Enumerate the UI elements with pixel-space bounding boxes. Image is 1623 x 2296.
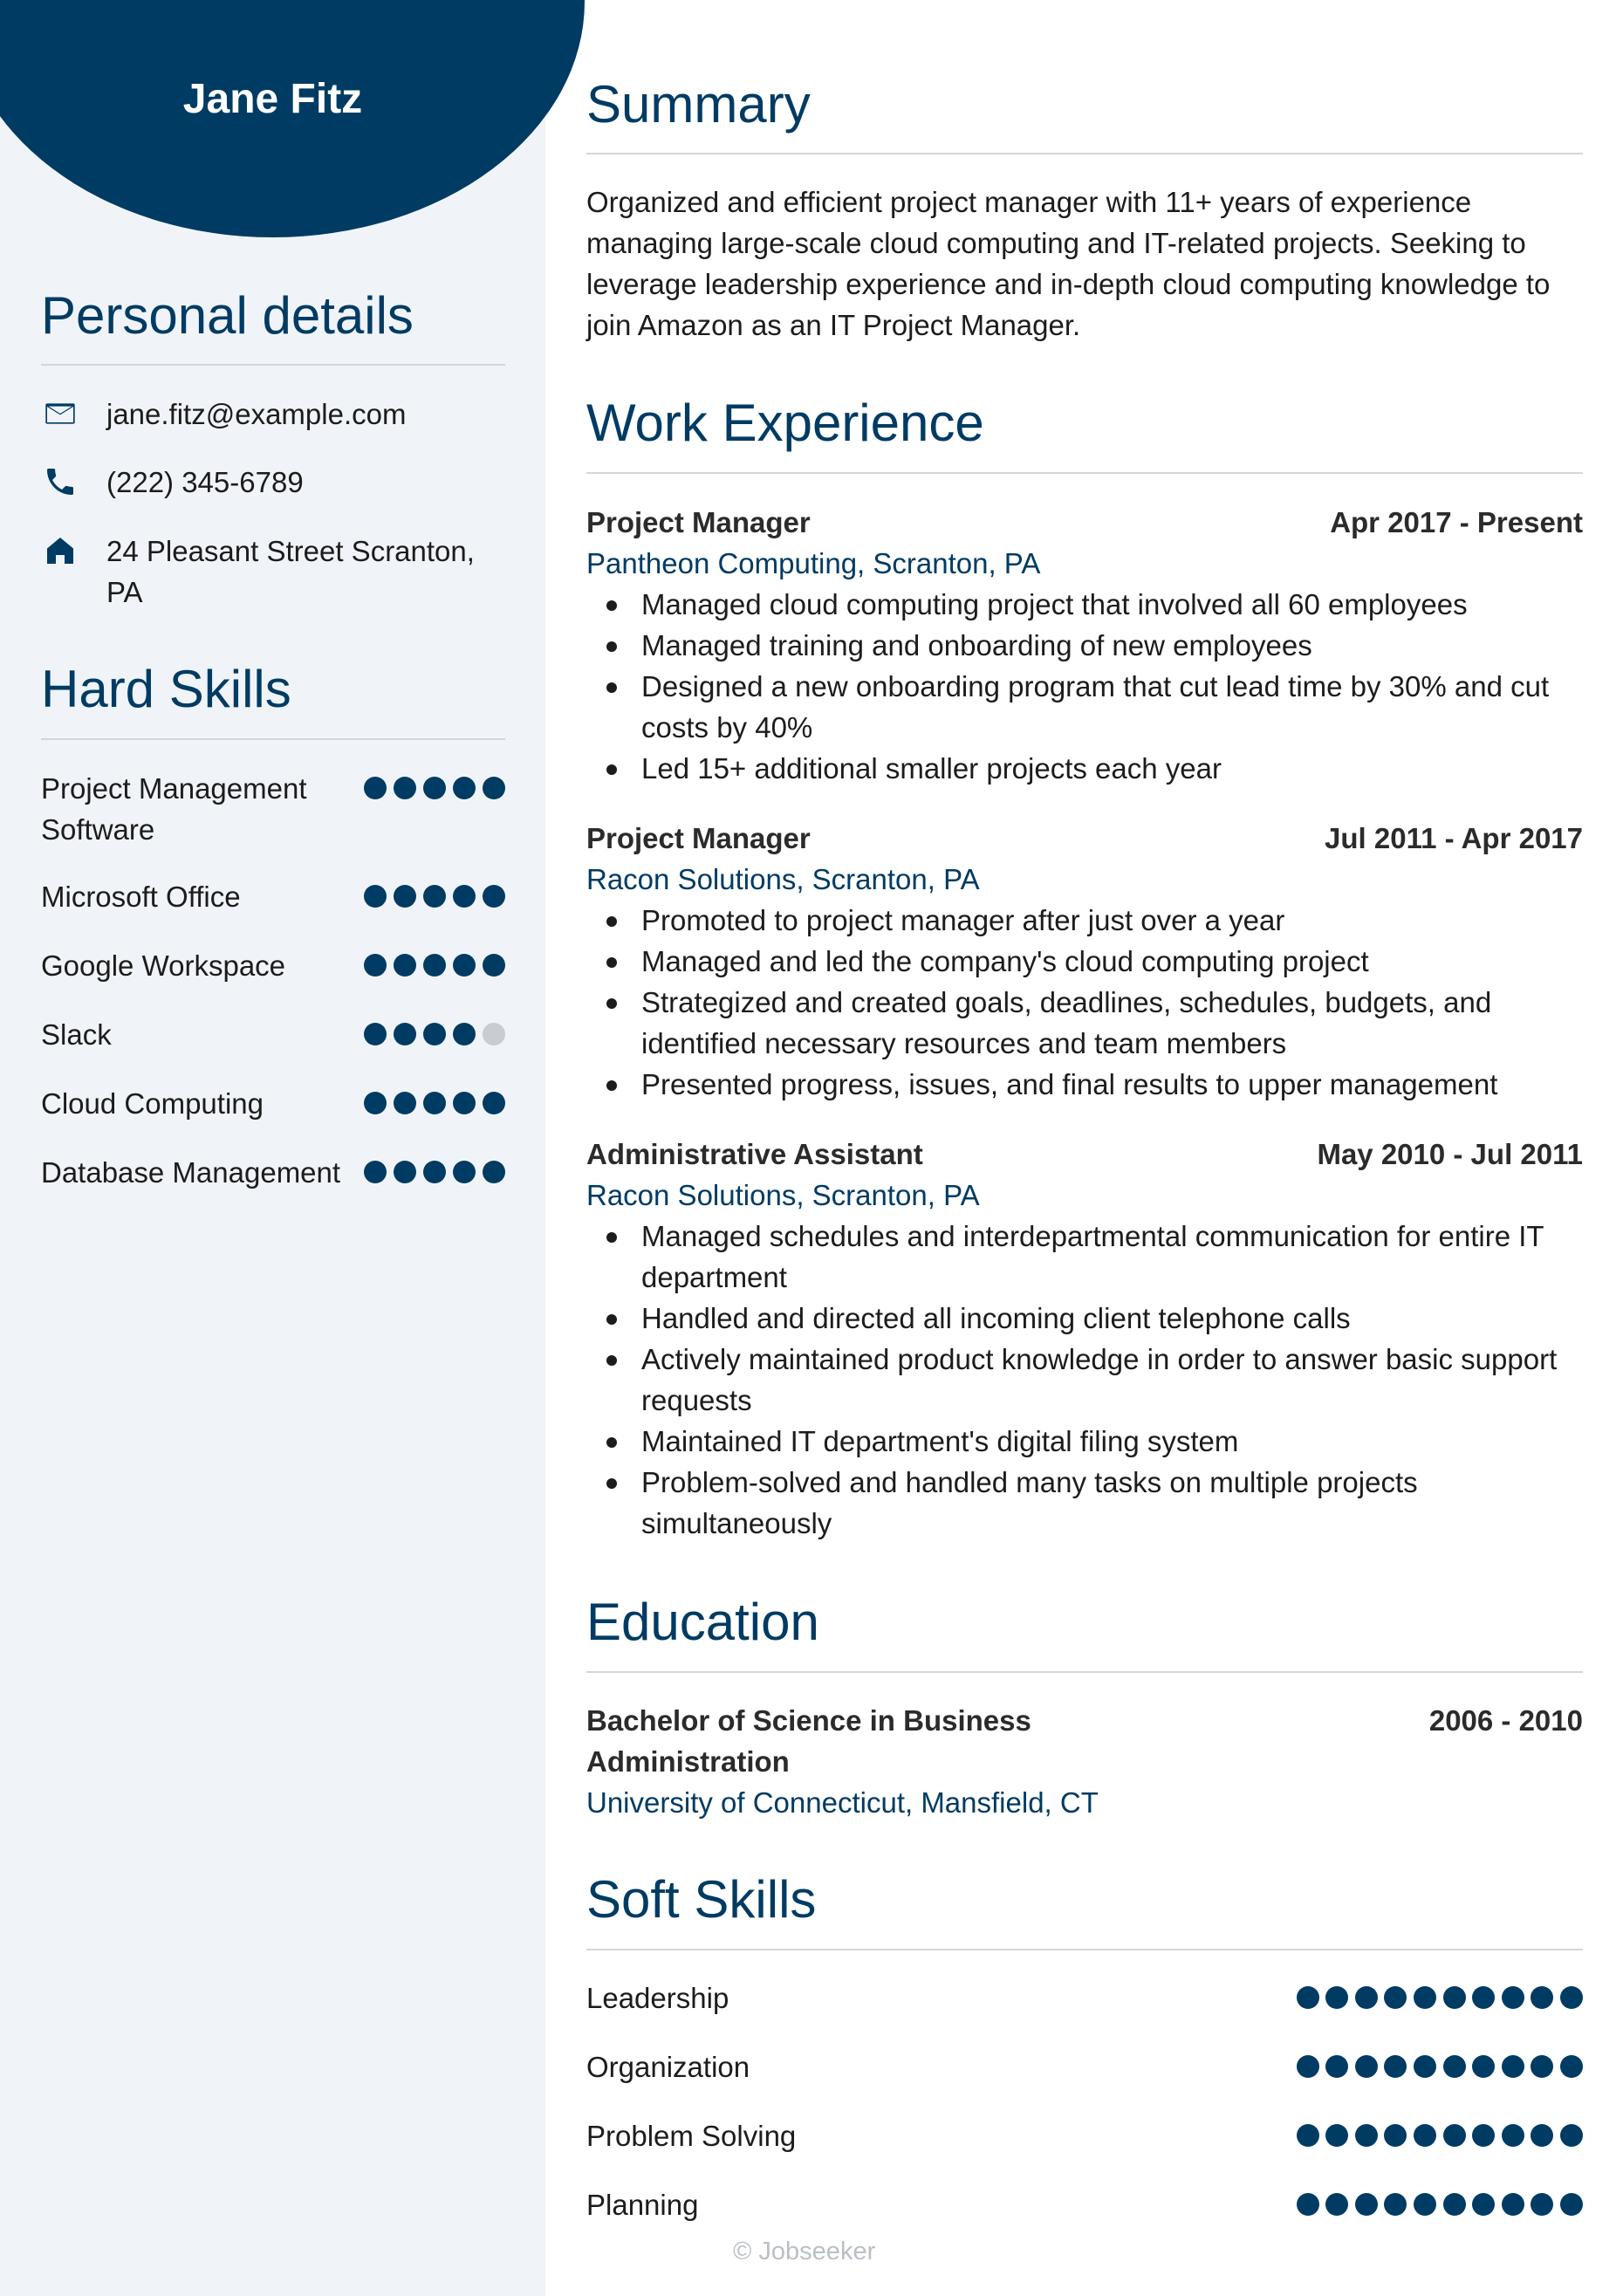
rating-dot-filled [394, 885, 416, 908]
section-divider [41, 364, 505, 366]
rating-dot-filled [1414, 1986, 1436, 2009]
rating-dot-filled [1414, 2055, 1436, 2078]
rating-dots [364, 1161, 505, 1183]
rating-dot-filled [1531, 2055, 1553, 2078]
list-item: Designed a new onboarding program that cut lead time by 30% and cut costs by 40% [586, 666, 1583, 748]
phone-icon [43, 464, 78, 499]
job-bullets [586, 584, 1583, 789]
rating-dot-filled [364, 777, 387, 799]
rating-dot-filled [1384, 2124, 1407, 2147]
rating-dot-filled [453, 885, 476, 908]
hard-skills-heading: Hard Skills [41, 660, 291, 718]
rating-dot-filled [483, 885, 505, 908]
rating-dot-filled [364, 1092, 387, 1114]
section-divider [586, 153, 1583, 154]
rating-dots [364, 885, 505, 908]
rating-dot-filled [1560, 1986, 1583, 2009]
rating-dot-filled [423, 885, 446, 908]
rating-dot-filled [364, 1161, 387, 1183]
rating-dot-filled [483, 777, 505, 799]
rating-dot-filled [1560, 2124, 1583, 2147]
rating-dot-filled [423, 777, 446, 799]
section-divider [586, 472, 1583, 474]
rating-dots [1297, 2193, 1583, 2216]
summary-heading: Summary [586, 75, 811, 134]
list-item: Handled and directed all incoming client telephone calls [586, 1298, 1583, 1339]
degree-title: Bachelor of Science in Business Administration [586, 1704, 1031, 1778]
list-item: Managed cloud computing project that involved all 60 employees [586, 584, 1583, 625]
rating-dot-filled [394, 1161, 416, 1183]
phone-text: (222) 345-6789 [106, 466, 304, 498]
rating-dot-filled [453, 1092, 476, 1114]
sidebar [0, 0, 545, 2296]
rating-dot-filled [423, 1023, 446, 1045]
email-text: jane.fitz@example.com [106, 398, 407, 430]
personal-details-heading: Personal details [41, 286, 414, 345]
rating-dot-filled [1325, 2055, 1348, 2078]
rating-dots [1297, 2055, 1583, 2078]
rating-dot-filled [394, 1092, 416, 1114]
job-company: Racon Solutions, Scranton, PA [586, 1179, 980, 1211]
rating-dot-filled [1560, 2055, 1583, 2078]
rating-dot-filled [364, 1023, 387, 1045]
list-item: Strategized and created goals, deadlines, schedules, budgets, and identified necessary resources and team members [586, 982, 1583, 1064]
soft-skill-row [586, 2115, 1583, 2156]
rating-dot-filled [1531, 2124, 1553, 2147]
rating-dot-filled [1355, 2124, 1378, 2147]
skill-label: Microsoft Office [41, 881, 241, 913]
rating-dots [1297, 1986, 1583, 2009]
rating-dot-filled [1560, 2193, 1583, 2216]
job-bullets [586, 900, 1583, 1105]
rating-dot-filled [423, 1161, 446, 1183]
rating-dot-filled [1472, 2193, 1495, 2216]
job-title: Administrative Assistant [586, 1138, 923, 1170]
job-bullets [586, 1216, 1583, 1544]
soft-skill-row [586, 2184, 1583, 2225]
rating-dot-filled [1384, 1986, 1407, 2009]
rating-dot-filled [1384, 2193, 1407, 2216]
rating-dot-filled [1325, 1986, 1348, 2009]
rating-dot-filled [1297, 1986, 1319, 2009]
rating-dot-filled [1355, 1986, 1378, 2009]
rating-dot-filled [394, 954, 416, 977]
rating-dot-filled [1472, 2055, 1495, 2078]
rating-dot-filled [1355, 2055, 1378, 2078]
rating-dot-filled [1472, 2124, 1495, 2147]
job-dates: May 2010 - Jul 2011 [1317, 1138, 1583, 1170]
rating-dot-filled [364, 885, 387, 908]
skill-label: Project Management Software [41, 772, 307, 846]
rating-dot-filled [1414, 2193, 1436, 2216]
rating-dots [1297, 2124, 1583, 2147]
rating-dots [364, 1023, 505, 1045]
rating-dot-filled [453, 777, 476, 799]
rating-dot-filled [1325, 2193, 1348, 2216]
rating-dot-filled [1531, 2193, 1553, 2216]
rating-dot-filled [483, 954, 505, 977]
rating-dot-filled [423, 1092, 446, 1114]
rating-dot-filled [394, 777, 416, 799]
watermark: © Jobseeker [733, 2238, 876, 2265]
rating-dot-filled [483, 1092, 505, 1114]
soft-skill-row [586, 1977, 1583, 2018]
rating-dot-filled [1384, 2055, 1407, 2078]
rating-dot-filled [1472, 1986, 1495, 2009]
rating-dot-filled [453, 1023, 476, 1045]
skill-label: Database Management [41, 1156, 341, 1189]
list-item: Actively maintained product knowledge in order to answer basic support requests [586, 1339, 1583, 1421]
skill-label: Slack [41, 1018, 112, 1051]
summary-text: Organized and efficient project manager with 11+ years of experience managing large-scale cloud computing and IT-related projects. Seeking to leverage leadership experience and in-depth cloud computing knowledge to join Amazon as an IT Project Manager. [586, 186, 1551, 341]
rating-dot-filled [1443, 2055, 1466, 2078]
rating-dot-filled [483, 1161, 505, 1183]
skill-label: Planning [586, 2189, 699, 2221]
list-item: Problem-solved and handled many tasks on multiple projects simultaneously [586, 1462, 1583, 1544]
rating-dot-filled [453, 1161, 476, 1183]
list-item: Managed and led the company's cloud computing project [586, 941, 1583, 982]
list-item: Presented progress, issues, and final results to upper management [586, 1064, 1583, 1105]
rating-dot-filled [1355, 2193, 1378, 2216]
section-divider [41, 738, 505, 740]
rating-dot-filled [1443, 1986, 1466, 2009]
rating-dot-filled [394, 1023, 416, 1045]
skill-label: Google Workspace [41, 949, 286, 982]
school-name: University of Connecticut, Mansfield, CT [586, 1786, 1099, 1819]
rating-dot-filled [423, 954, 446, 977]
job-title: Project Manager [586, 506, 811, 538]
job-company: Racon Solutions, Scranton, PA [586, 863, 980, 895]
rating-dot-filled [1502, 1986, 1524, 2009]
job-dates: Jul 2011 - Apr 2017 [1325, 822, 1583, 854]
address-text: 24 Pleasant Street Scranton, PA [106, 535, 475, 608]
rating-dot-filled [453, 954, 476, 977]
section-divider [586, 1671, 1583, 1673]
rating-dot-filled [1414, 2124, 1436, 2147]
education-dates: 2006 - 2010 [1428, 1704, 1583, 1737]
rating-dot-filled [1297, 2193, 1319, 2216]
job-company: Pantheon Computing, Scranton, PA [586, 547, 1041, 579]
candidate-name: Jane Fitz [182, 76, 363, 122]
job-title: Project Manager [586, 822, 811, 854]
rating-dots [364, 777, 505, 799]
rating-dot-filled [1297, 2124, 1319, 2147]
education-heading: Education [586, 1593, 819, 1651]
rating-dot-filled [1502, 2193, 1524, 2216]
rating-dot-filled [1531, 1986, 1553, 2009]
rating-dot-filled [1297, 2055, 1319, 2078]
list-item: Maintained IT department's digital filing system [586, 1421, 1583, 1462]
job-dates: Apr 2017 - Present [1330, 506, 1583, 538]
rating-dot-filled [1502, 2124, 1524, 2147]
rating-dot-filled [1325, 2124, 1348, 2147]
list-item: Promoted to project manager after just over a year [586, 900, 1583, 941]
work-experience-heading: Work Experience [586, 394, 984, 452]
envelope-icon [43, 396, 78, 431]
list-item: Managed schedules and interdepartmental communication for entire IT department [586, 1216, 1583, 1298]
skill-label: Organization [586, 2051, 750, 2083]
contact-address [41, 531, 505, 613]
soft-skills-heading: Soft Skills [586, 1870, 817, 1929]
list-item: Led 15+ additional smaller projects each year [586, 748, 1583, 789]
skill-label: Leadership [586, 1982, 729, 2014]
rating-dot-filled [364, 954, 387, 977]
soft-skill-row [586, 2046, 1583, 2087]
rating-dots [364, 1092, 505, 1114]
skill-label: Problem Solving [586, 2120, 797, 2152]
rating-dot-filled [1502, 2055, 1524, 2078]
home-icon [43, 533, 78, 568]
rating-dot-filled [1443, 2193, 1466, 2216]
section-divider [586, 1949, 1583, 1950]
list-item: Managed training and onboarding of new employees [586, 625, 1583, 666]
rating-dot-empty [483, 1023, 505, 1045]
rating-dot-filled [1443, 2124, 1466, 2147]
skill-label: Cloud Computing [41, 1087, 264, 1120]
rating-dots [364, 954, 505, 977]
